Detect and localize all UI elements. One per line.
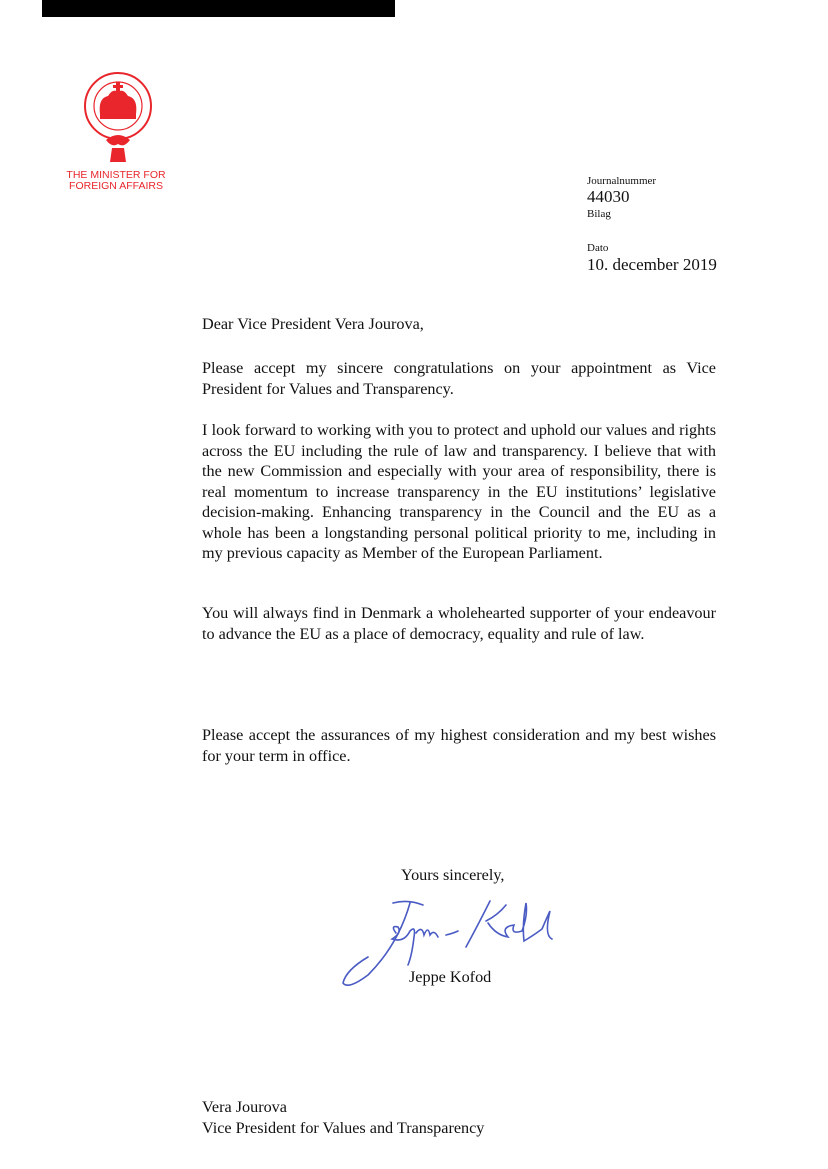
paragraph-3: You will always find in Denmark a wholehearted supporter of your endeavour to advance the EU as a place of democracy, equality and rule of law. <box>202 604 716 643</box>
royal-seal-logo <box>68 70 168 165</box>
signatory-name: Jeppe Kofod <box>409 968 492 986</box>
paragraph-4: Please accept the assurances of my highest consideration and my best wishes for your term in office. <box>202 726 716 765</box>
paragraph-2: I look forward to working with you to protect and uphold our values and rights across the EU including the rule of law and transparency. I believe that with the new Commission and especially with your area of responsibility, there is real momentum to increase transparency in the EU institutions’ legislative decision-making. Enhancing transparency in the Council and the EU as a whole has been a longstanding personal political priority to me, including in my previous capacity as Member of the European Parliament. <box>202 421 716 562</box>
greeting-block <box>202 314 716 335</box>
greeting: Dear Vice President Vera Jourova, <box>202 315 424 333</box>
paragraph-block-3 <box>202 603 716 644</box>
closing: Yours sincerely, <box>401 866 505 884</box>
paragraph-block-4 <box>202 725 716 766</box>
journal-number: 44030 <box>587 187 630 206</box>
paragraph-1: Please accept my sincere congratulations on your appointment as Vice President for Values and Transparency. <box>202 359 716 398</box>
date-value: 10. december 2019 <box>587 255 717 274</box>
journal-label: Journalnummer <box>587 175 657 187</box>
attachment-label: Bilag <box>587 208 611 220</box>
minister-line-2: FOREIGN AFFAIRS <box>69 180 163 192</box>
redaction-bar <box>42 0 395 17</box>
recipient-name: Vera Jourova <box>202 1098 287 1116</box>
date-label: Dato <box>587 242 609 254</box>
paragraph-block-2 <box>202 420 716 564</box>
paragraph-block-1 <box>202 358 716 399</box>
recipient-address <box>202 1097 484 1139</box>
minister-title <box>66 170 166 192</box>
minister-line-1: THE MINISTER FOR <box>66 169 166 181</box>
recipient-title: Vice President for Values and Transparency <box>202 1119 485 1137</box>
